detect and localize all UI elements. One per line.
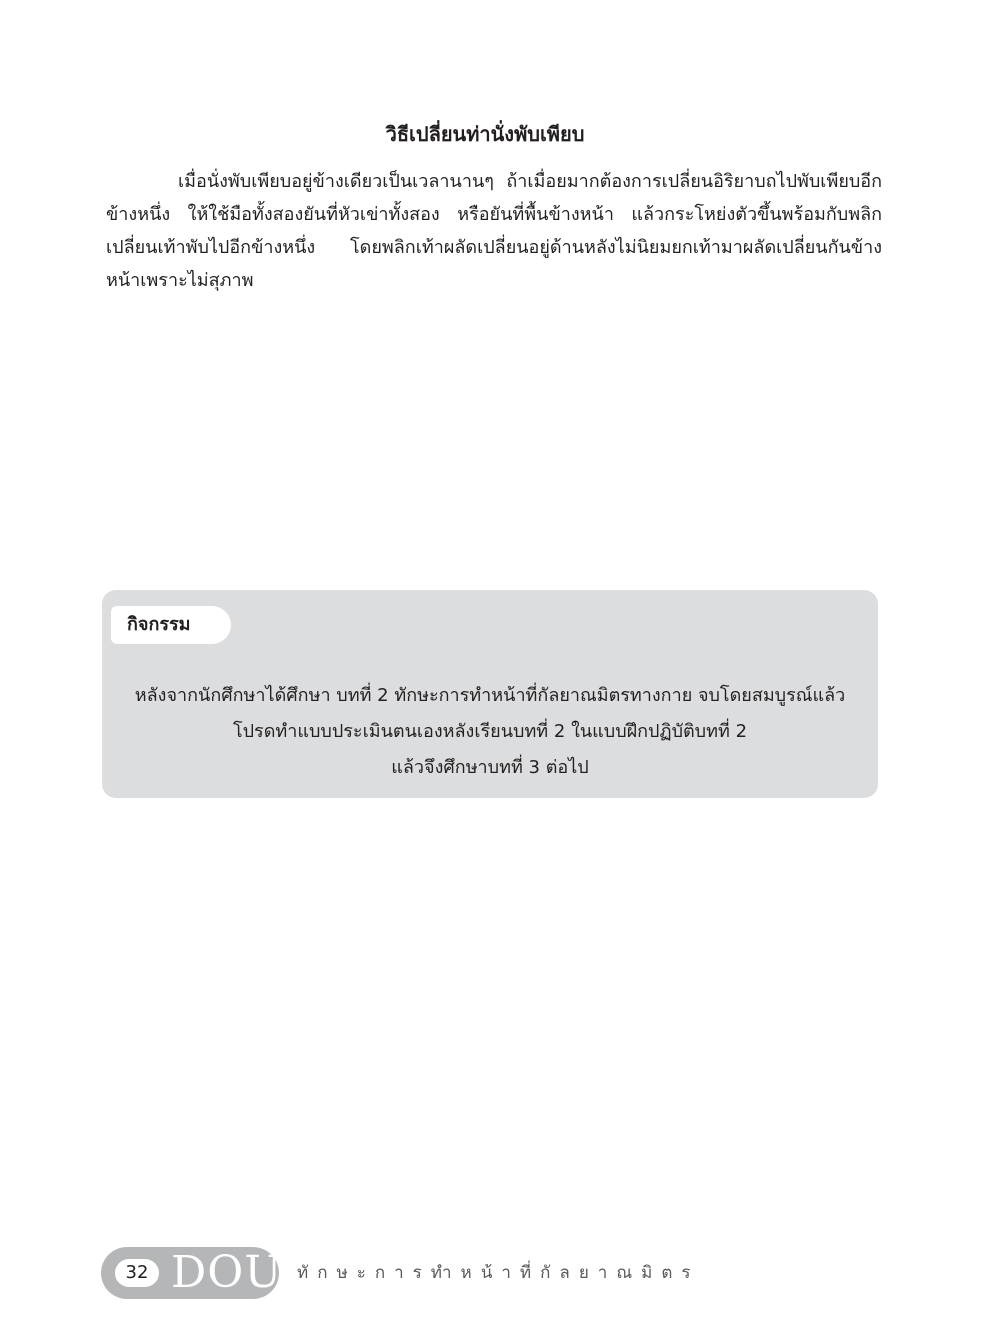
page-number: 32: [115, 1259, 159, 1287]
brand-logo-text: DOU: [171, 1247, 283, 1298]
body-paragraph: เมื่อนั่งพับเพียบอยู่ข้างเดียวเป็นเวลานานๆ ถ้าเมื่อยมากต้องการเปลี่ยนอิริยาบถไปพับเพียบอีกข้างหนึ่ง ให้ใช้มือทั้งสองยันที่หัวเข่าทั้งสอง หรือยันที่พื้นข้างหน้า แล้วกระโหย่งตัวขึ้นพร้อมกับพลิกเปลี่ยนเท้าพับไปอีกข้างหนึ่ง โดยพลิกเท้าผลัดเปลี่ยนอยู่ด้านหลังไม่นิยมยกเท้ามาผลัดเปลี่ยนกันข้างหน้าเพราะไม่สุภาพ: [106, 171, 882, 291]
activity-line: โปรดทำแบบประเมินตนเองหลังเรียนบทที่ 2 ในแบบฝึกปฏิบัติบทที่ 2: [232, 721, 748, 742]
section-title: วิธีเปลี่ยนท่านั่งพับเพียบ: [385, 122, 585, 146]
activity-line: แล้วจึงศึกษาบทที่ 3 ต่อไป: [391, 757, 589, 778]
activity-instructions: [102, 678, 878, 786]
footer-badge: [101, 1247, 283, 1299]
activity-line: หลังจากนักศึกษาได้ศึกษา บทที่ 2 ทักษะการทำหน้าที่กัลยาณมิตรทางกาย จบโดยสมบูรณ์แล้ว: [134, 685, 846, 706]
activity-box: [102, 590, 878, 798]
footer-caption: ทักษะการทำหน้าที่กัลยาณมิตร: [297, 1263, 700, 1283]
activity-label: กิจกรรม: [111, 606, 231, 644]
